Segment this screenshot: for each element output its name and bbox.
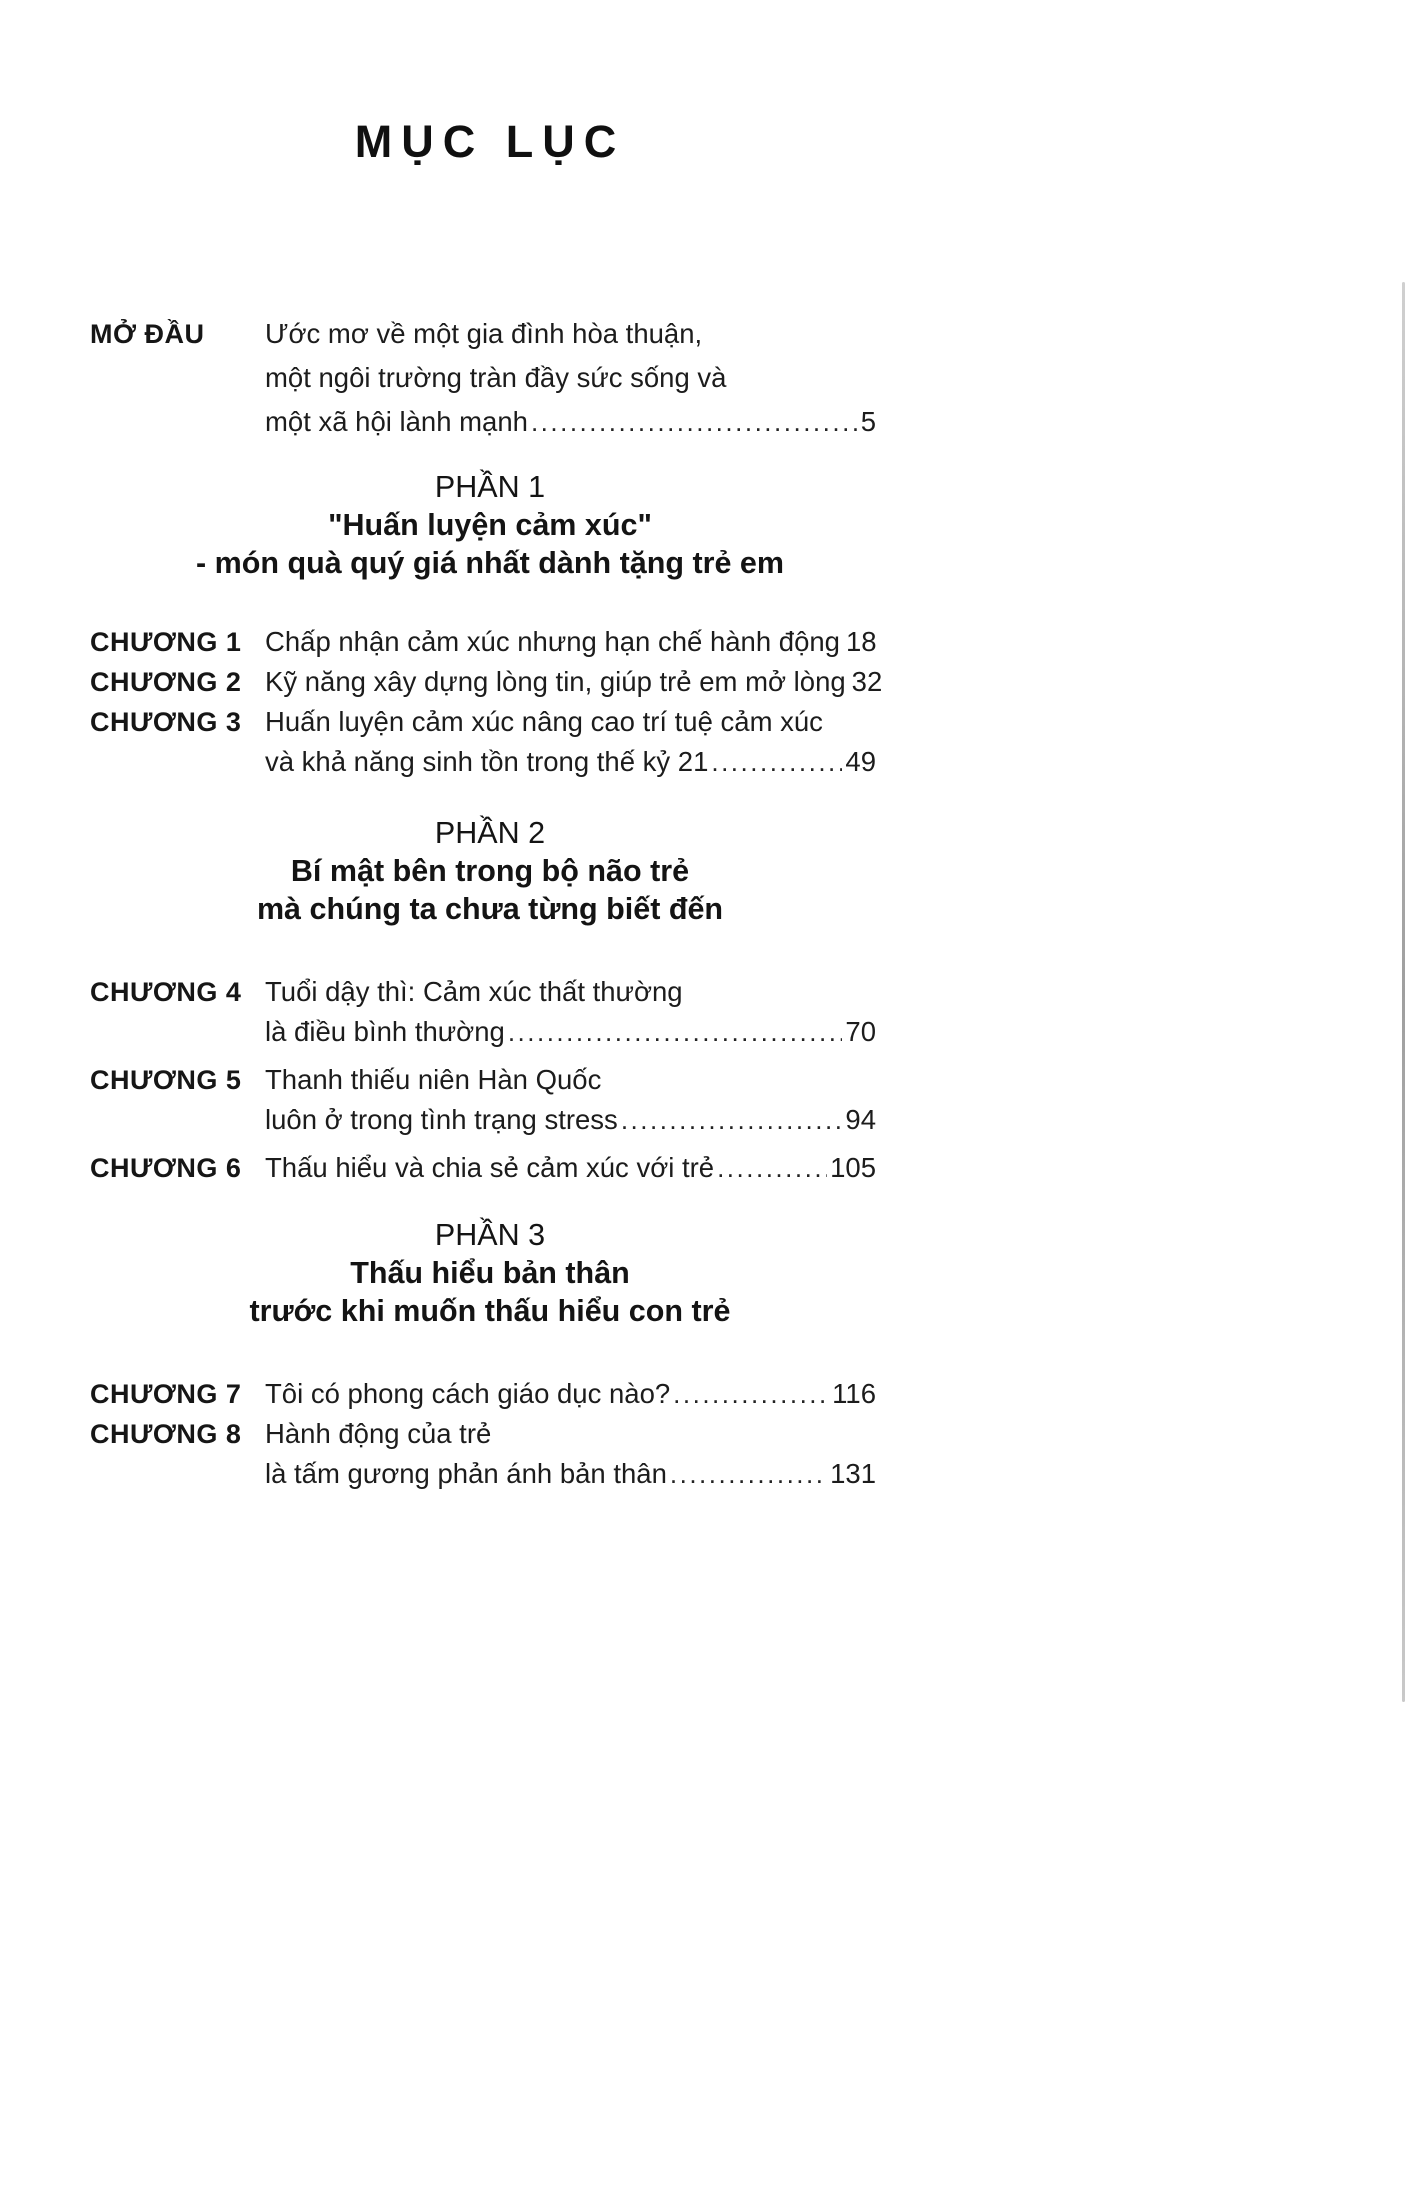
entry-line	[265, 622, 876, 662]
part-heading-block-3	[90, 1216, 890, 1330]
entry-text: Kỹ năng xây dựng lòng tin, giúp trẻ em mở lòng	[265, 666, 846, 697]
entry-text: Thấu hiểu và chia sẻ cảm xúc với trẻ	[265, 1152, 715, 1183]
page-number: 94	[845, 1104, 876, 1135]
chapter-label: CHƯƠNG 2	[90, 667, 242, 697]
entry-lines	[265, 972, 890, 1052]
dot-leader	[711, 742, 842, 782]
page-number: 49	[845, 746, 876, 777]
part-heading-block-2	[90, 814, 890, 928]
page-number: 105	[830, 1152, 876, 1183]
entry-line: một ngôi trường tràn đầy sức sống và	[265, 362, 727, 393]
entry-line: Tuổi dậy thì: Cảm xúc thất thường	[265, 976, 683, 1007]
toc-entry	[90, 1060, 890, 1140]
chapter-label: CHƯƠNG 1	[90, 627, 242, 657]
toc-content	[90, 0, 890, 1494]
toc-entry-intro	[90, 312, 890, 444]
part-heading: PHẦN 3	[434, 1218, 546, 1252]
entry-text: Chấp nhận cảm xúc nhưng hạn chế hành động	[265, 626, 840, 657]
page-title: MỤC LỤC	[354, 116, 626, 167]
part-subtitle: Bí mật bên trong bộ não trẻ	[290, 854, 690, 888]
chapter-label: CHƯƠNG 6	[90, 1153, 242, 1183]
part-subtitle: "Huấn luyện cảm xúc"	[328, 508, 652, 542]
entry-lines	[265, 1414, 890, 1494]
part-subtitle: - món quà quý giá nhất dành tặng trẻ em	[195, 546, 784, 580]
entry-text: luôn ở trong tình trạng stress	[265, 1104, 618, 1135]
entry-line	[265, 1148, 876, 1188]
part-subtitle: mà chúng ta chưa từng biết đến	[256, 892, 724, 926]
page-number: 5	[860, 406, 876, 437]
chapter-label: CHƯƠNG 8	[90, 1419, 242, 1449]
chapter-label: CHƯƠNG 3	[90, 707, 242, 737]
toc-entry	[90, 972, 890, 1052]
chapter-list-part-2	[90, 972, 890, 1188]
entry-line: Ước mơ về một gia đình hòa thuận,	[265, 318, 703, 349]
part-heading: PHẦN 1	[434, 470, 546, 504]
entry-lines	[265, 1060, 890, 1140]
dot-leader	[531, 400, 858, 444]
part-subtitle: trước khi muốn thấu hiểu con trẻ	[249, 1294, 731, 1328]
entry-text: và khả năng sinh tồn trong thế kỷ 21	[265, 746, 709, 777]
page-edge-line	[1402, 282, 1405, 1702]
entry-text: Tôi có phong cách giáo dục nào?	[265, 1378, 671, 1409]
entry-lines	[265, 1374, 890, 1414]
entry-line	[265, 1012, 876, 1052]
chapter-label: CHƯƠNG 7	[90, 1379, 242, 1409]
part-subtitle: Thấu hiểu bản thân	[350, 1256, 630, 1290]
entry-lines	[265, 1148, 890, 1188]
entry-line	[265, 662, 883, 702]
entry-line	[265, 1100, 876, 1140]
chapter-list-part-1	[90, 622, 890, 782]
entry-line: Huấn luyện cảm xúc nâng cao trí tuệ cảm xúc	[265, 706, 823, 737]
entry-text: một xã hội lành mạnh	[265, 406, 528, 437]
page-number: 116	[832, 1378, 876, 1409]
toc-entry	[90, 702, 890, 782]
page-number: 131	[830, 1458, 876, 1489]
toc-entry	[90, 1374, 890, 1414]
page-number: 18	[845, 626, 877, 657]
dot-leader	[670, 1454, 827, 1494]
page-number: 32	[851, 666, 883, 697]
entry-line	[265, 400, 876, 444]
dot-leader	[717, 1148, 827, 1188]
entry-line	[265, 1454, 876, 1494]
entry-lines	[265, 622, 890, 662]
entry-lines	[265, 312, 890, 444]
page-number: 70	[845, 1016, 876, 1047]
dot-leader	[673, 1374, 829, 1414]
toc-entry	[90, 662, 890, 702]
entry-text: là điều bình thường	[265, 1016, 505, 1047]
entry-lines	[265, 662, 890, 702]
dot-leader	[508, 1012, 843, 1052]
entry-line	[265, 1374, 876, 1414]
part-heading: PHẦN 2	[434, 816, 546, 850]
entry-line: Hành động của trẻ	[265, 1418, 492, 1449]
entry-text: là tấm gương phản ánh bản thân	[265, 1458, 667, 1489]
chapter-label: CHƯƠNG 4	[90, 977, 242, 1007]
chapter-list-part-3	[90, 1374, 890, 1494]
entry-lines	[265, 702, 890, 782]
entry-line: Thanh thiếu niên Hàn Quốc	[265, 1064, 602, 1095]
chapter-label: CHƯƠNG 5	[90, 1065, 242, 1095]
toc-entry	[90, 1414, 890, 1494]
entry-label: MỞ ĐẦU	[90, 319, 205, 349]
toc-entry	[90, 622, 890, 662]
toc-entry	[90, 1148, 890, 1188]
dot-leader	[621, 1100, 843, 1140]
part-heading-block-1	[90, 468, 890, 582]
entry-line	[265, 742, 876, 782]
